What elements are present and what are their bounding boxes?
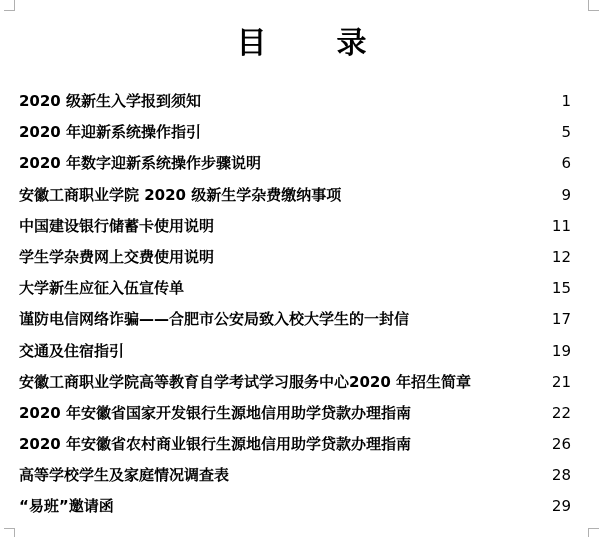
toc-entry-page-number: 26 bbox=[551, 435, 571, 454]
toc-entry[interactable] bbox=[19, 148, 575, 179]
toc-entry-page-number: 12 bbox=[551, 247, 571, 266]
toc-entry-page-number: 19 bbox=[551, 341, 571, 360]
toc-entry-title: 谨防电信网络诈骗——合肥市公安局致入校大学生的一封信 bbox=[19, 310, 410, 329]
toc-entry-page-number: 15 bbox=[551, 279, 571, 298]
toc-entry-title: “易班”邀请函 bbox=[19, 497, 114, 516]
toc-entry-page-number: 28 bbox=[551, 466, 571, 485]
toc-entry[interactable] bbox=[19, 180, 575, 211]
toc-entry[interactable] bbox=[19, 86, 575, 117]
toc-entry[interactable] bbox=[19, 367, 575, 398]
toc-entry-title: 中国建设银行储蓄卡使用说明 bbox=[19, 216, 215, 235]
crop-mark-top-right bbox=[588, 0, 599, 11]
toc-entry[interactable] bbox=[19, 304, 575, 335]
crop-mark-bottom-right bbox=[588, 528, 599, 537]
crop-mark-bottom-left bbox=[4, 528, 15, 537]
toc-entry-page-number: 22 bbox=[551, 403, 571, 422]
page-title: 目 录 bbox=[236, 26, 387, 62]
toc-entry-page-number: 6 bbox=[561, 154, 571, 173]
toc-entry[interactable] bbox=[19, 273, 575, 304]
toc-entry-page-number: 9 bbox=[561, 185, 571, 204]
toc-entry-title: 大学新生应征入伍宣传单 bbox=[19, 279, 185, 298]
toc-entry[interactable] bbox=[19, 429, 575, 460]
toc-entry-title: 高等学校学生及家庭情况调查表 bbox=[19, 466, 230, 485]
toc-entry[interactable] bbox=[19, 460, 575, 491]
toc-entry-page-number: 17 bbox=[551, 310, 571, 329]
toc-entry[interactable] bbox=[19, 398, 575, 429]
toc-entry-title: 学生学杂费网上交费使用说明 bbox=[19, 247, 215, 266]
toc-entry-title: 安徽工商职业学院 2020 级新生学杂费缴纳事项 bbox=[19, 185, 342, 204]
toc-entry[interactable] bbox=[19, 211, 575, 242]
toc-entry-page-number: 11 bbox=[551, 216, 571, 235]
toc-entry-title: 2020 年安徽省农村商业银行生源地信用助学贷款办理指南 bbox=[19, 435, 411, 454]
toc-entry-title: 2020 级新生入学报到须知 bbox=[19, 92, 201, 110]
table-of-contents bbox=[19, 86, 575, 523]
toc-entry-title: 2020 年安徽省国家开发银行生源地信用助学贷款办理指南 bbox=[19, 403, 411, 422]
toc-entry-title: 安徽工商职业学院高等教育自学考试学习服务中心2020 年招生简章 bbox=[19, 372, 471, 391]
toc-entry-title: 交通及住宿指引 bbox=[19, 341, 125, 360]
toc-entry-page-number: 5 bbox=[561, 123, 571, 142]
toc-entry-title: 2020 年数字迎新系统操作步骤说明 bbox=[19, 154, 261, 173]
toc-entry-page-number: 1 bbox=[561, 92, 571, 110]
toc-entry-page-number: 29 bbox=[551, 497, 571, 516]
toc-entry[interactable] bbox=[19, 491, 575, 522]
toc-entry-page-number: 21 bbox=[551, 372, 571, 391]
crop-mark-top-left bbox=[4, 0, 15, 11]
toc-entry[interactable] bbox=[19, 336, 575, 367]
toc-entry-title: 2020 年迎新系统操作指引 bbox=[19, 123, 201, 142]
toc-entry[interactable] bbox=[19, 242, 575, 273]
toc-entry[interactable] bbox=[19, 117, 575, 148]
